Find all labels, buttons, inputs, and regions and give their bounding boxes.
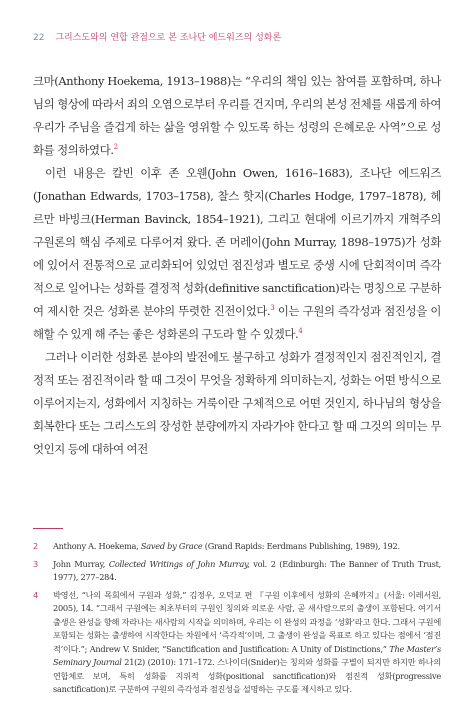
footnote-number: 3 (33, 558, 38, 569)
footnote-text-pre: John Murray, (53, 558, 109, 569)
paragraph-1-text: 크마(Anthony Hoekema, 1913–1988)는 “우리의 책임 있는 참여를 포함하며, 하나님의 형상에 따라서 죄의 오염으로부터 우리를 건지며, 우리의 본성 전체를 새롭게 하여 우리가 주님을 즐겁게 하는 삶을 영위할 수 있도록 하는 성령의 은혜로운 사역”으로 성화를 정의하였다. (33, 74, 441, 157)
running-header (33, 30, 443, 43)
footnote-title: Collected Writings of John Murray, (108, 558, 250, 569)
body-text (33, 70, 441, 461)
paragraph-3 (33, 346, 441, 461)
page-number: 22 (33, 33, 45, 43)
footnotes (33, 540, 441, 701)
footnote-divider (33, 528, 63, 529)
running-title: 그리스도와의 연합 관점으로 본 조나단 에드워즈의 성화론 (55, 33, 282, 43)
footnote-ref-2: 2 (113, 143, 118, 152)
footnote-title: Saved by Grace (140, 541, 203, 551)
footnote-ref-3: 3 (270, 304, 275, 313)
footnote-text-post: 21(2) (2010): 171–172. 스나이더(Snider)는 칭의와 성화를 구별이 되지만 하지만 하나의 연합체로 보며, 특히 성화를 지위적 성화(positional sanctification)와 점진적 성화(progressive sanctification)로 구분하여 구원의 즉각성과 점진성을 설명하는 구도를 제시하고 있다. (53, 657, 441, 694)
footnote-text (53, 589, 441, 697)
footnote-ref-4: 4 (298, 327, 303, 336)
footnote-text-post: vol. 2 (Edinburgh: The Banner of Truth Trust, 1977), 277–284. (53, 558, 442, 582)
paragraph-2-text-cont: 이는 구원의 즉각성과 점진성을 이해할 수 있게 해 주는 좋은 성화론의 구도라 할 수 있겠다. (33, 304, 441, 341)
footnote-4 (33, 589, 441, 697)
footnote-number: 2 (33, 541, 38, 551)
footnote-text (53, 540, 441, 554)
paragraph-1 (33, 70, 441, 162)
footnote-3 (33, 558, 441, 585)
paragraph-2-text: 이런 내용은 칼빈 이후 존 오웬(John Owen, 1616–1683), 조나단 에드워즈(Jonathan Edwards, 1703–1758), 찰스 핫지(Charles Hodge, 1797–1878), 헤르만 바빙크(Herman Bavinck, 1854–1921), 그리고 현대에 이르기까지 개혁주의 구원론의 핵심 주제로 다루어져 왔다. 존 머레이(John Murray, 1898–1975)가 성화에 있어서 전통적으로 교리화되어 있었던 점진성과 별도로 중생 시에 단회적이며 즉각적으로 일어나는 성화를 결정적 성화(definitive sanctification)라는 명칭으로 구분하여 제시한 것은 성화론 분야의 뚜렷한 진전이었다. (33, 166, 441, 318)
paragraph-3-text: 그러나 이러한 성화론 분야의 발전에도 불구하고 성화가 결정적인지 점진적인지, 결정적 또는 점진적이라 할 때 그것이 무엇을 정확하게 의미하는지, 성화는 어떤 방식으로 이루어지는지, 성화에서 지칭하는 거룩이란 구체적으로 어떤 것인지, 하나님의 형상을 회복한다 또는 그리스도의 장성한 분량에까지 자라가야 한다고 할 때 그것의 의미는 무엇인지 등에 대하여 여전 (33, 350, 441, 456)
footnote-number: 4 (33, 589, 38, 600)
footnote-2 (33, 540, 441, 554)
footnote-title: The Master’s Seminary Journal (53, 643, 441, 667)
footnote-text-pre: Anthony A. Hoekema, (53, 541, 141, 551)
footnote-text-post: (Grand Rapids: Eerdmans Publishing, 1989), 192. (202, 541, 400, 551)
paragraph-2 (33, 162, 441, 346)
footnote-text-pre: 박영선, “나의 목회에서 구원과 성화,” 김정우, 오덕교 편 『구원 이후에서 성화의 은혜까지』(서울: 이레서원, 2005), 14. “그래서 구원에는 최초부터의 구원인 칭의와 의로운 사람, 곧 새사람으로의 출생이 포함된다. 여기서 출생은 완성을 향해 자라나는 새사람의 시작을 의미하며, 우리는 이 완성의 과정을 ‘성화’라고 한다. 그래서 구원에 포함되는 성화는 출생하여 시작한다는 차원에서 ‘즉각적’이며, 그 출생이 완성을 목표로 하고 있다는 점에서 ‘점진적’이다.”; Andrew V. Snider, “Sanctification and Justification: A Unity of Distinctions,” (53, 589, 441, 654)
footnote-text (53, 558, 441, 585)
